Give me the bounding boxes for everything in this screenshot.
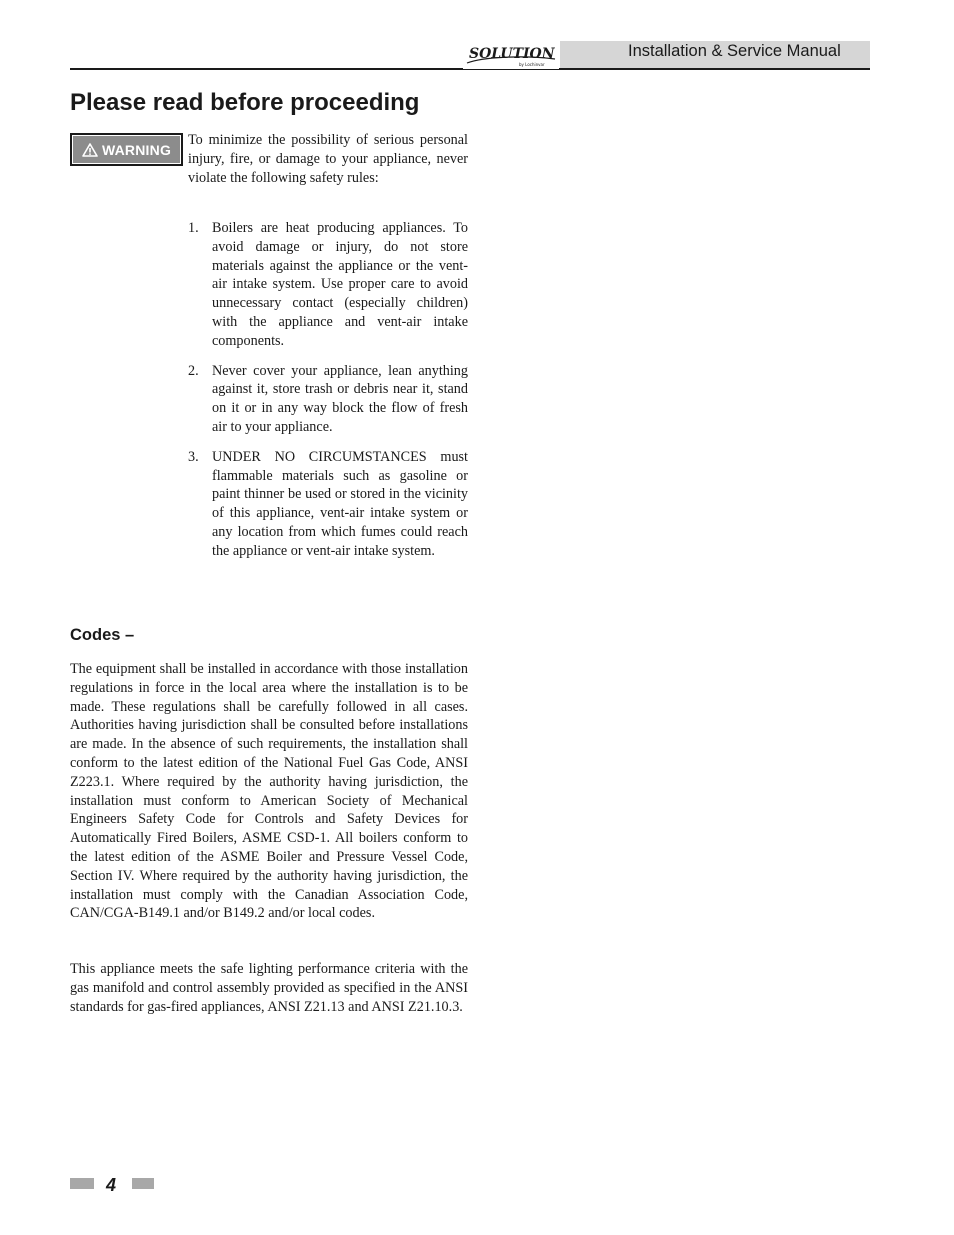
rule-text: Boilers are heat producing appliances. To avoid damage or injury, do not store materials against the appliance or the vent-air intake system. Use proper care to avoid unnecessary contact (especially children) with the appliance and vent-air intake components.: [212, 220, 468, 349]
safety-rules-list: [188, 219, 468, 572]
warning-label: WARNING: [101, 141, 172, 158]
logo-wordmark: SOLUTION: [469, 46, 555, 62]
footer-bar-right: [132, 1178, 154, 1189]
page-title: Please read before proceeding: [70, 89, 420, 116]
footer-bar-left: [70, 1178, 94, 1189]
safety-rule: [188, 219, 468, 351]
codes-heading: Codes –: [70, 626, 135, 644]
rule-number: 2.: [188, 362, 199, 379]
codes-paragraph: The equipment shall be installed in accordance with those installation regulations in force in the local area where the installation is to be made. These regulations shall be carefully followed in all cases. Authorities having jurisdiction shall be consulted before installations are made. In the absence of such requirements, the installation shall conform to the latest edition of the National Fuel Gas Code, ANSI Z223.1. Where required by the authority having jurisdiction, the installation must conform to American Society of Mechanical Engineers Safety Code for Controls and Safety Devices for Automatically Fired Boilers, ASME CSD-1. All boilers conform to the latest edition of the ASME Boiler and Pressure Vessel Code, Section IV. Where required by the authority having jurisdiction, the installation must comply with the Canadian Association Code, CAN/CGA-B149.1 and/or B149.2 and/or local codes.: [70, 661, 468, 922]
logo-subtext: by Lochinvar: [519, 62, 545, 67]
safety-rule: [188, 448, 468, 561]
rule-number: 1.: [188, 220, 199, 236]
rule-number: 3.: [188, 448, 199, 465]
warning-intro: To minimize the possibility of serious personal injury, fire, or damage to your appliance, never violate the following safety rules:: [188, 132, 468, 186]
solution-logo: [463, 41, 559, 69]
rule-text: UNDER NO CIRCUMSTANCES must flammable materials such as gasoline or paint thinner be used or stored in the vicinity of this appliance, vent-air intake system or any location from which fumes could reach the appliance or vent-air intake system.: [212, 448, 468, 559]
lighting-criteria-paragraph: This appliance meets the safe lighting performance criteria with the gas manifold and control assembly provided as specified in the ANSI standards for gas-fired appliances, ANSI Z21.13 and ANSI Z21.10.3.: [70, 961, 468, 1015]
warning-triangle-icon: [82, 143, 98, 157]
warning-badge-fill: [73, 136, 180, 163]
warning-badge: [70, 133, 183, 166]
manual-title: Installation & Service Manual: [628, 42, 841, 60]
page-number: 4: [106, 1175, 117, 1195]
rule-text: Never cover your appliance, lean anything against it, store trash or debris near it, stand on it or in any way block the flow of fresh air to your appliance.: [212, 362, 468, 435]
safety-rule: [188, 362, 468, 437]
